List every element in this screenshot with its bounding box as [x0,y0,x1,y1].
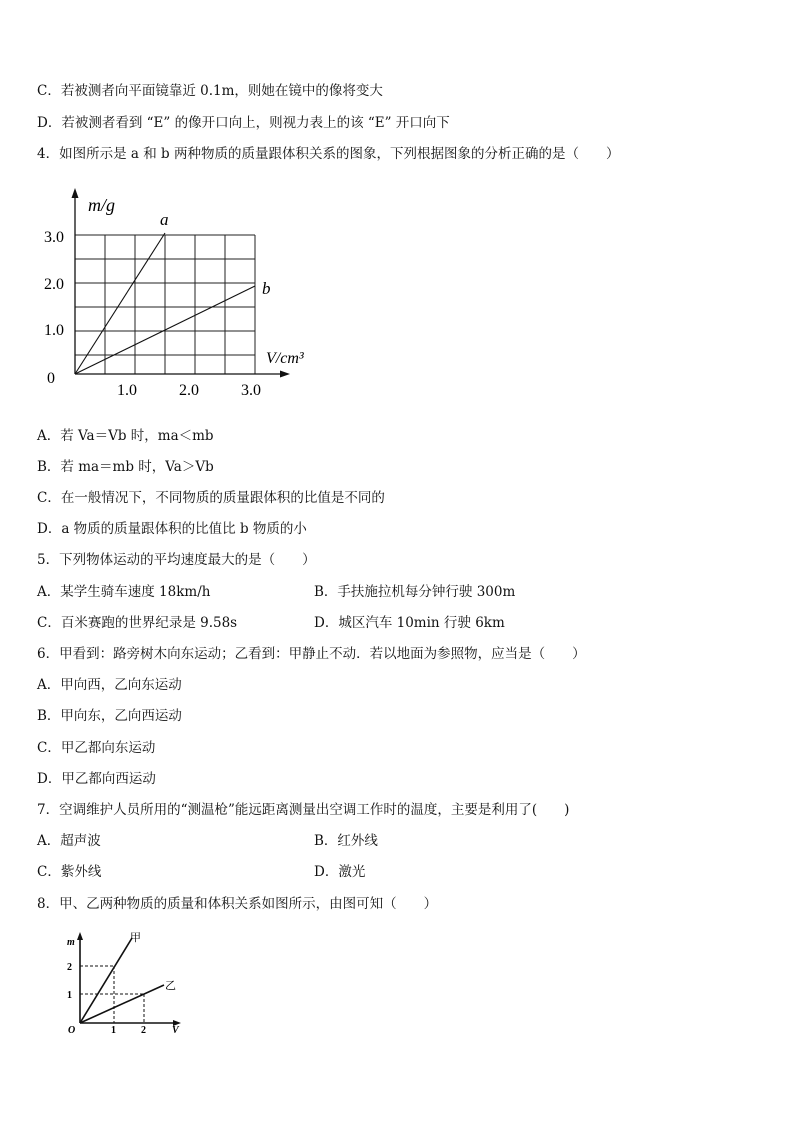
y-tick-2: 2.0 [44,276,64,293]
q6-option-b: B．甲向东，乙向西运动 [37,708,182,724]
y-tick-2: 2 [67,962,72,973]
line-jia-label: 甲 [130,932,141,944]
q5-option-a: A．某学生骑车速度 18km/h [37,584,211,600]
y-tick-3: 3.0 [44,229,64,246]
x-tick-2: 2 [141,1025,146,1036]
line-a [75,233,165,374]
q5-option-d: D．城区汽车 10min 行驶 6km [314,615,505,631]
mass-volume-graph-ab [30,185,350,410]
y-axis-arrow-icon [77,932,83,940]
question-6: 6．甲看到：路旁树木向东运动；乙看到：甲静止不动．若以地面为参照物，应当是（ ） [37,646,586,662]
line-a-label: a [160,210,169,229]
y-axis-label: m [67,937,75,948]
x-axis-label: V/cm³ [266,350,304,367]
y-tick-1: 1 [67,990,72,1001]
line-yi [80,985,164,1023]
origin-label: O [68,1025,76,1036]
question-8: 8．甲、乙两种物质的质量和体积关系如图所示，由图可知（ ） [37,896,438,912]
y-axis-arrow-icon [72,188,79,198]
x-tick-3: 3.0 [241,382,261,399]
q6-option-d: D．甲乙都向西运动 [37,771,156,787]
q3-option-c: C．若被测者向平面镜靠近 0.1m，则她在镜中的像将变大 [37,83,383,99]
q4-option-a: A．若 Va＝Vb 时，ma＜mb [37,428,214,444]
q7-option-a: A．超声波 [37,833,101,849]
q6-option-a: A．甲向西，乙向东运动 [37,677,182,693]
x-tick-2: 2.0 [179,382,199,399]
q3-option-d: D．若被测者看到 “E” 的像开口向上，则视力表上的该 “E” 开口向下 [37,115,450,131]
line-yi-label: 乙 [165,980,176,992]
q5-option-c: C．百米赛跑的世界纪录是 9.58s [37,615,238,631]
q7-option-c: C．紫外线 [37,864,102,880]
q7-option-b: B．红外线 [314,833,378,849]
x-axis-label: V [172,1025,179,1036]
q7-option-d: D．激光 [314,864,366,880]
y-axis-label: m/g [88,195,115,215]
origin-label: 0 [47,370,55,387]
line-jia [80,938,132,1023]
mass-volume-graph-jia-yi [58,925,198,1040]
q4-option-c: C．在一般情况下，不同物质的质量跟体积的比值是不同的 [37,490,385,506]
q5-option-b: B．手扶施拉机每分钟行驶 300m [314,584,516,600]
q4-option-d: D．a 物质的质量跟体积的比值比 b 物质的小 [37,521,307,537]
q4-option-b: B．若 ma＝mb 时，Va＞Vb [37,459,214,475]
question-4: 4．如图所示是 a 和 b 两种物质的质量跟体积关系的图象，下列根据图象的分析正确的是（ ） [37,146,620,162]
line-b-label: b [262,279,271,298]
x-axis-arrow-icon [280,371,290,378]
x-tick-1: 1.0 [117,382,137,399]
question-7: 7．空调维护人员所用的“测温枪”能远距离测量出空调工作时的温度，主要是利用了( ) [37,802,570,818]
q6-option-c: C．甲乙都向东运动 [37,740,156,756]
question-5: 5．下列物体运动的平均速度最大的是（ ） [37,552,316,568]
x-tick-1: 1 [111,1025,116,1036]
y-tick-1: 1.0 [44,322,64,339]
